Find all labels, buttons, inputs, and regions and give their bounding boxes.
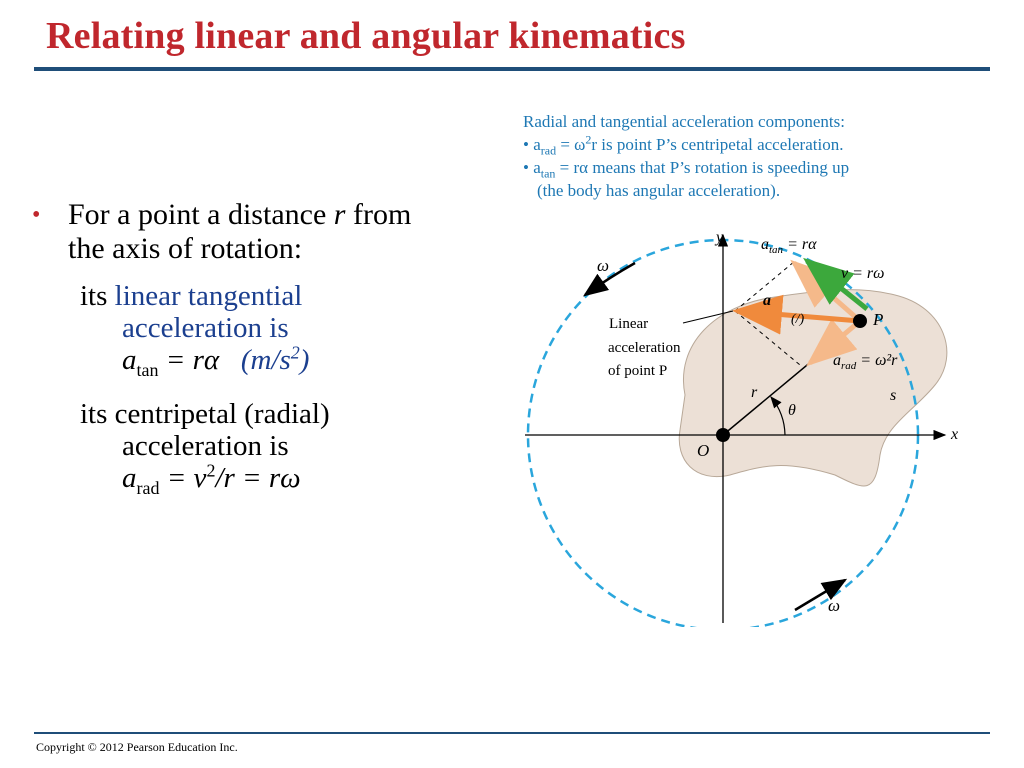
slide-title: Relating linear and angular kinematics — [46, 15, 686, 57]
label-linear-accel-3: of point P — [608, 363, 668, 379]
label-p: P — [873, 310, 884, 329]
label-r: r — [751, 384, 758, 401]
label-linear-accel: Linear — [609, 316, 649, 332]
bullet-marker: • — [32, 202, 41, 228]
copyright-text: Copyright © 2012 Pearson Education Inc. — [36, 740, 238, 754]
label-s: s — [890, 387, 897, 404]
rotation-diagram — [515, 225, 985, 627]
label-theta: θ — [788, 402, 796, 419]
sub-item-centripetal: its centripetal (radial) acceleration is $a_{rad} = v^2/r = r\omega$ — [30, 398, 500, 494]
label-atan: $a_{tan} = r\alpha$ — [761, 236, 817, 256]
title-divider — [34, 67, 990, 71]
label-origin: O — [697, 441, 710, 460]
label-phi: (/) — [791, 312, 805, 327]
label-y: y — [716, 229, 724, 246]
bullet-item-main — [30, 198, 500, 266]
caption-rad-line: • $a_{rad} = \omega^2r$ is point P’s centripetal acceleration. — [523, 132, 844, 158]
label-velocity: v = rω — [841, 265, 885, 282]
label-arad: $a_{rad} = \omega^2r$ — [833, 352, 898, 372]
label-omega-top: ω — [597, 256, 610, 275]
label-omega-bottom: ω — [828, 596, 841, 615]
label-a-vector: a — [763, 292, 771, 309]
label-linear-accel-2: acceleration — [608, 340, 681, 356]
bullet-text: For a point a distance r from the axis of rotation: — [68, 198, 412, 265]
figure-caption: Radial and tangential acceleration components: • $a_{rad} = \omega^2r$ is point P’s centripetal acceleration. • $a_{tan} = r\alpha$ means that P’s rotation is speeding up (the body has angular acceleration). — [523, 110, 983, 202]
bullet-list — [30, 198, 500, 498]
sub-item-tangential: its linear tangential acceleration is $a_{tan} = r\alpha$ $(m/s^2)$ — [30, 280, 500, 376]
label-x: x — [951, 426, 959, 443]
footer-divider — [34, 732, 990, 734]
origin-point — [716, 428, 730, 442]
caption-tan-line: • $a_{tan} = r\alpha$ means that P’s rotation is speeding up — [523, 158, 850, 181]
point-p — [853, 314, 867, 328]
omega-arrow-top — [585, 263, 635, 295]
centripetal-formula: $a_{rad} = v^2/r = r\omega$ — [122, 460, 301, 498]
tangential-formula: $a_{tan} = r\alpha$ $(m/s^2)$ — [122, 342, 310, 380]
